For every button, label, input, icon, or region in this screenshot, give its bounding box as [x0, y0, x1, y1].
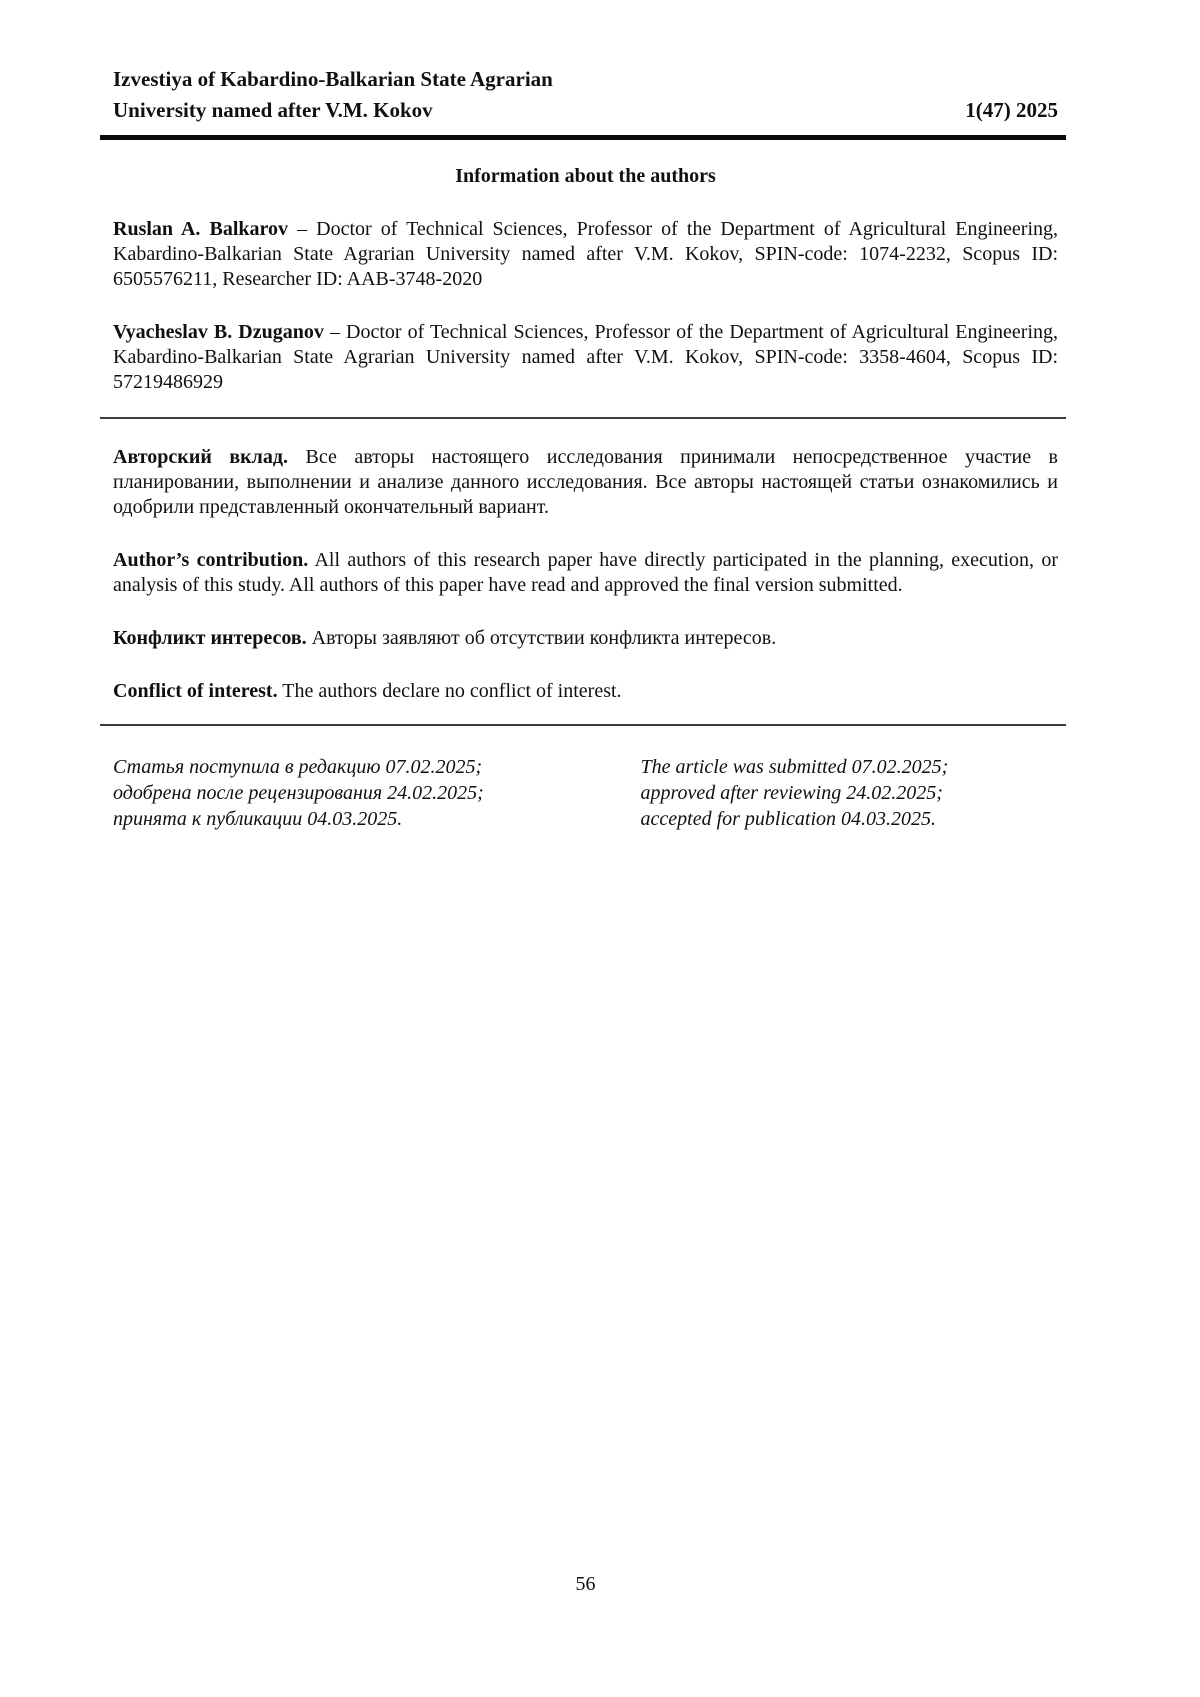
dates-column-ru — [113, 754, 586, 832]
statement-text: All authors of this research paper have directly participated in the planning, execution, or analysis of this study. All authors of this paper have read and approved the final version submitted. — [113, 549, 1059, 596]
statement-label: Conflict of interest. — [113, 680, 278, 702]
statement-label: Конфликт интересов. — [113, 627, 307, 649]
statements-section — [113, 445, 1058, 704]
statement-conflict-en — [113, 679, 1058, 704]
author-details: – Doctor of Technical Sciences, Professor of the Department of Agricultural Engineering, Kabardino-Balkarian State Agrarian University named after V.M. Kokov, SPIN-code: 1074-2232, Scopus ID: 6505576211, Researcher ID: AAB-3748-2020 — [113, 218, 1058, 290]
issue-number: 1(47) 2025 — [965, 98, 1058, 122]
statement-text: The authors declare no conflict of interest. — [277, 680, 622, 702]
dates-section — [113, 754, 1058, 832]
journal-title-line2: University named after V.M. Kokov — [113, 98, 433, 122]
date-line: The article was submitted 07.02.2025; — [640, 756, 949, 778]
author-name: Vyacheslav B. Dzuganov — [113, 321, 324, 343]
statement-conflict-ru — [113, 626, 1058, 651]
statement-author-contribution-en — [113, 548, 1058, 598]
page-content — [113, 0, 1058, 832]
date-line: принята к публикации 04.03.2025. — [113, 808, 403, 830]
author-name: Ruslan A. Balkarov — [113, 218, 289, 240]
statement-author-contribution-ru — [113, 445, 1058, 520]
author-paragraph — [113, 320, 1058, 395]
author-details: – Doctor of Technical Sciences, Professor of the Department of Agricultural Engineering, Kabardino-Balkarian State Agrarian University named after V.M. Kokov, SPIN-code: 3358-4604, Scopus ID: 57219486929 — [113, 321, 1059, 393]
journal-header — [113, 0, 1058, 126]
date-line: approved after reviewing 24.02.2025; — [640, 782, 943, 804]
date-line: одобрена после рецензирования 24.02.2025; — [113, 782, 484, 804]
statement-label: Author’s contribution. — [113, 549, 309, 571]
author-paragraph — [113, 217, 1058, 292]
date-line: Статья поступила в редакцию 07.02.2025; — [113, 756, 483, 778]
journal-title-line1: Izvestiya of Kabardino-Balkarian State Agrarian — [113, 67, 553, 91]
header-rule — [100, 135, 1066, 140]
page-number: 56 — [575, 1573, 596, 1595]
dates-column-en — [586, 754, 1059, 832]
date-line: accepted for publication 04.03.2025. — [640, 808, 937, 830]
statement-text: Авторы заявляют об отсутствии конфликта интересов. — [306, 627, 777, 649]
journal-header-line2 — [113, 95, 1058, 126]
statement-text: Все авторы настоящего исследования принимали непосредственное участие в планировании, выполнении и анализе данного исследования. Все авторы настоящей статьи ознакомились и одобрили представленный окончательный вариант. — [113, 446, 1059, 518]
section-heading: Information about the authors — [455, 165, 716, 187]
divider-rule — [100, 724, 1066, 726]
statement-label: Авторский вклад. — [113, 446, 289, 468]
divider-rule — [100, 417, 1066, 419]
